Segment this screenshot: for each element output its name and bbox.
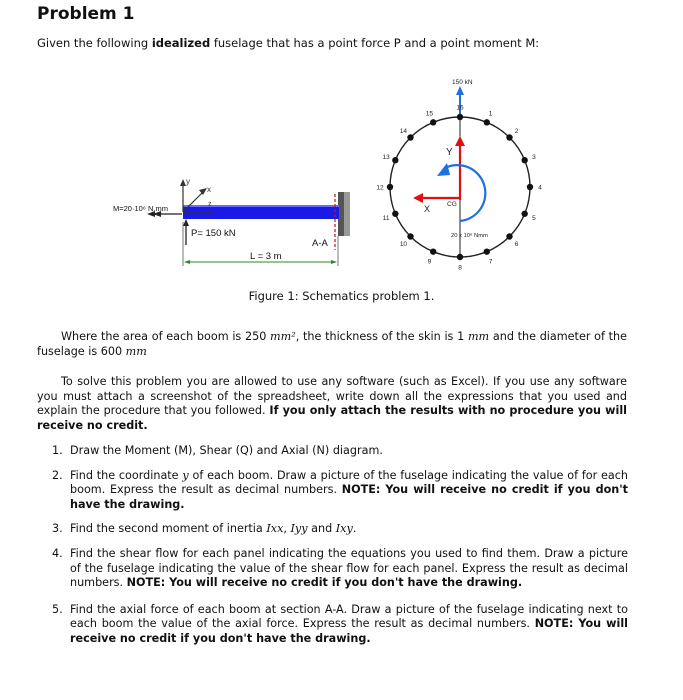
boom-label-16: 16 [456,104,464,112]
boom-label-12: 12 [376,184,384,192]
torque-label: 20 x 10⁶ Nmm [451,233,488,239]
page-title: Problem 1 [37,4,135,24]
task-list [28,444,628,647]
boom-label-8: 8 [458,264,462,272]
task-item: 2. Find the coordinate y of each boom. Draw a picture of the fuselage indicating the value of for each boom. Express the result as decimal numbers. NOTE: You will receive no credit if you don't have the drawing. [52,468,629,511]
boom-label-3: 3 [532,153,536,161]
boom-label-9: 9 [427,258,432,266]
boom-5 [521,211,527,217]
moment-label: M=20·10⁶ N.mm [113,204,168,213]
paragraph-instructions: To solve this problem you are allowed to use any software (such as Excel). If you use any software you must attach a screenshot of the spreadsheet, write down all the expressions that you used and explain the procedure that you followed. If you only attach the results with no procedure you will receive no credit. [37,375,627,432]
boom-label-7: 7 [488,258,493,266]
length-label: L = 3 m [250,251,282,262]
section-y-label: Y [446,147,453,158]
task-item: 3. Find the second moment of inertia Ixx, Iyy and Ixy. [52,522,357,536]
cg-label: CG [447,201,457,208]
boom-10 [407,233,413,239]
task-item: 5. Find the axial force of each boom at section A-A. Draw a picture of the fuselage indicating next to each boom the value of the axial force. Express the result as decimal numbers. NOTE: You will receive no credit if you don't have the drawing. [52,602,628,645]
boom-label-15: 15 [425,110,434,118]
boom-label-10: 10 [399,241,408,249]
schematic-figure [0,0,683,300]
boom-label-6: 6 [514,241,519,249]
boom-8 [457,254,463,260]
paragraph-properties: Where the area of each boom is 250 mm², the thickness of the skin is 1 mm and the diameter of the fuselage is 600 mm [37,330,627,358]
task-item: 4. Find the shear flow for each panel indicating the equations you used to find them. Draw a picture of the fuselage indicating the value of the shear flow for each panel. Express the result as decimal numbers. NOTE: You will receive no credit if you don't have the drawing. [52,546,628,590]
boom-15 [430,119,436,125]
boom-6 [506,233,512,239]
boom-9 [430,248,436,254]
boom-14 [407,134,413,140]
boom-label-14: 14 [399,127,408,135]
boom-label-2: 2 [514,127,519,135]
axis-z-label: z [208,201,212,208]
section-x-label: X [424,204,431,214]
torque-arc [445,165,485,221]
boom-7 [484,248,490,254]
boom-13 [392,157,398,163]
boom-1 [484,119,490,125]
axis-y-label: y [186,177,190,186]
boom-12 [387,184,393,190]
load-label: 150 kN [452,79,473,86]
cross-section-diagram [376,79,542,272]
boom-4 [527,184,533,190]
intro-text: Given the following idealized fuselage that has a point force P and a point moment M: [37,36,540,50]
boom-2 [506,134,512,140]
figure-caption: Figure 1: Schematics problem 1. [248,289,435,303]
boom-label-13: 13 [382,153,390,161]
section-label: A-A [312,238,328,249]
boom-11 [392,211,398,217]
boom-16 [457,114,463,120]
boom-label-4: 4 [538,184,542,192]
force-label: P= 150 kN [191,228,236,239]
boom-label-11: 11 [382,215,390,223]
boom-3 [521,157,527,163]
boom-label-1: 1 [488,110,493,118]
axis-x-label: x [207,185,211,194]
task-item: 1. Draw the Moment (M), Shear (Q) and Axial (N) diagram. [52,444,383,457]
beam-diagram [113,177,350,266]
boom-label-5: 5 [532,215,536,223]
